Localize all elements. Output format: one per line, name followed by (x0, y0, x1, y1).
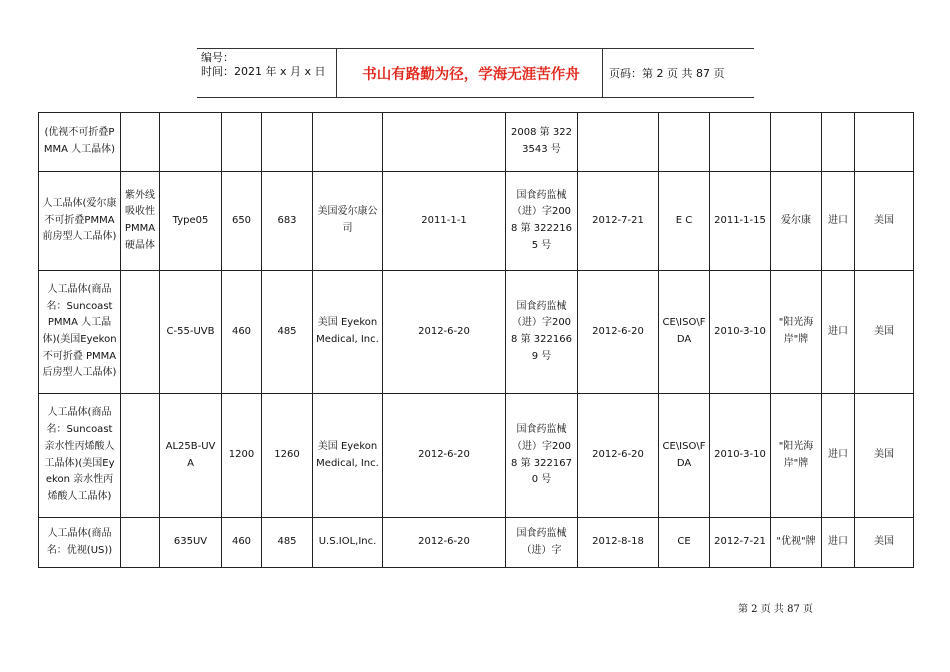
cell-material (121, 518, 160, 568)
cell-brand: "阳光海岸"牌 (771, 394, 822, 518)
header-page-label: 页码：第 2 页 共 87 页 (609, 67, 725, 80)
cell-date1 (383, 113, 506, 172)
cell-country: 美国 (855, 271, 914, 394)
cell-country (855, 113, 914, 172)
cell-material (121, 394, 160, 518)
time-label: 时间：2021 年 x 月 x 日 (201, 65, 326, 78)
cell-date1: 2012-6-20 (383, 271, 506, 394)
cell-date2 (578, 113, 659, 172)
cell-date3: 2010-3-10 (710, 394, 771, 518)
cell-model: AL25B-UVA (160, 394, 222, 518)
cell-source: 进口 (822, 271, 855, 394)
cell-v2: 683 (262, 172, 313, 271)
header-motto: 书山有路勤为径，学海无涯苦作舟 (362, 66, 580, 83)
cell-company: U.S.IOL,Inc. (313, 518, 383, 568)
table-row (39, 113, 914, 172)
cell-date1: 2011-1-1 (383, 172, 506, 271)
table-row (39, 172, 914, 271)
code-label: 编号： (201, 51, 234, 64)
cell-company (313, 113, 383, 172)
cell-model (160, 113, 222, 172)
cell-v1: 650 (222, 172, 262, 271)
cell-cert: CE (659, 518, 710, 568)
cell-date1: 2012-6-20 (383, 518, 506, 568)
cell-name: 人工晶体(爱尔康不可折叠PMMA 前房型人工晶体) (39, 172, 121, 271)
table-row (39, 271, 914, 394)
cell-date2: 2012-7-21 (578, 172, 659, 271)
cell-date3 (710, 113, 771, 172)
cell-date3: 2010-3-10 (710, 271, 771, 394)
cell-cert: CE\ISO\FDA (659, 271, 710, 394)
cell-brand: "优视"牌 (771, 518, 822, 568)
header-meta (201, 51, 326, 79)
cell-v2 (262, 113, 313, 172)
cell-cert: CE\ISO\FDA (659, 394, 710, 518)
cell-v1: 460 (222, 518, 262, 568)
product-table (38, 112, 914, 568)
cell-reg: 2008 第 3223543 号 (506, 113, 578, 172)
cell-reg: 国食药监械（进）字2008 第 3221669 号 (506, 271, 578, 394)
cell-source: 进口 (822, 394, 855, 518)
cell-name: 人工晶体(商品名：Suncoast PMMA 人工晶体)(美国Eyekon 不可折叠 PMMA 后房型人工晶体) (39, 271, 121, 394)
cell-country: 美国 (855, 172, 914, 271)
cell-brand: 爱尔康 (771, 172, 822, 271)
cell-brand: "阳光海岸"牌 (771, 271, 822, 394)
header-divider (336, 49, 337, 97)
cell-date3: 2011-1-15 (710, 172, 771, 271)
cell-country: 美国 (855, 518, 914, 568)
cell-reg: 国食药监械（进）字 (506, 518, 578, 568)
cell-material (121, 113, 160, 172)
page-header (197, 48, 754, 98)
cell-date2: 2012-8-18 (578, 518, 659, 568)
cell-date2: 2012-6-20 (578, 394, 659, 518)
cell-model: C-55-UVB (160, 271, 222, 394)
cell-reg: 国食药监械（进）字2008 第 3221670 号 (506, 394, 578, 518)
header-divider (602, 49, 603, 97)
cell-source: 进口 (822, 518, 855, 568)
cell-v2: 1260 (262, 394, 313, 518)
cell-material: 紫外线吸收性PMMA 硬晶体 (121, 172, 160, 271)
page-footer: 第 2 页 共 87 页 (738, 604, 813, 615)
cell-date2: 2012-6-20 (578, 271, 659, 394)
cell-company: 美国 Eyekon Medical, Inc. (313, 271, 383, 394)
cell-brand (771, 113, 822, 172)
table-row (39, 394, 914, 518)
cell-source (822, 113, 855, 172)
cell-company: 美国 Eyekon Medical, Inc. (313, 394, 383, 518)
cell-model: Type05 (160, 172, 222, 271)
cell-cert: E C (659, 172, 710, 271)
cell-name: 人工晶体(商品名：Suncoast 亲水性丙烯酸人工晶体)(美国Eyekon 亲水性丙烯酸人工晶体) (39, 394, 121, 518)
cell-company: 美国爱尔康公司 (313, 172, 383, 271)
cell-v2: 485 (262, 518, 313, 568)
cell-date3: 2012-7-21 (710, 518, 771, 568)
cell-reg: 国食药监械（进）字2008 第 3222165 号 (506, 172, 578, 271)
cell-v2: 485 (262, 271, 313, 394)
cell-cert (659, 113, 710, 172)
cell-country: 美国 (855, 394, 914, 518)
cell-v1: 460 (222, 271, 262, 394)
table-row (39, 518, 914, 568)
cell-date1: 2012-6-20 (383, 394, 506, 518)
cell-v1: 1200 (222, 394, 262, 518)
cell-name: (优视不可折叠PMMA 人工晶体) (39, 113, 121, 172)
cell-model: 635UV (160, 518, 222, 568)
cell-v1 (222, 113, 262, 172)
cell-material (121, 271, 160, 394)
cell-source: 进口 (822, 172, 855, 271)
cell-name: 人工晶体(商品名：优视(US)) (39, 518, 121, 568)
